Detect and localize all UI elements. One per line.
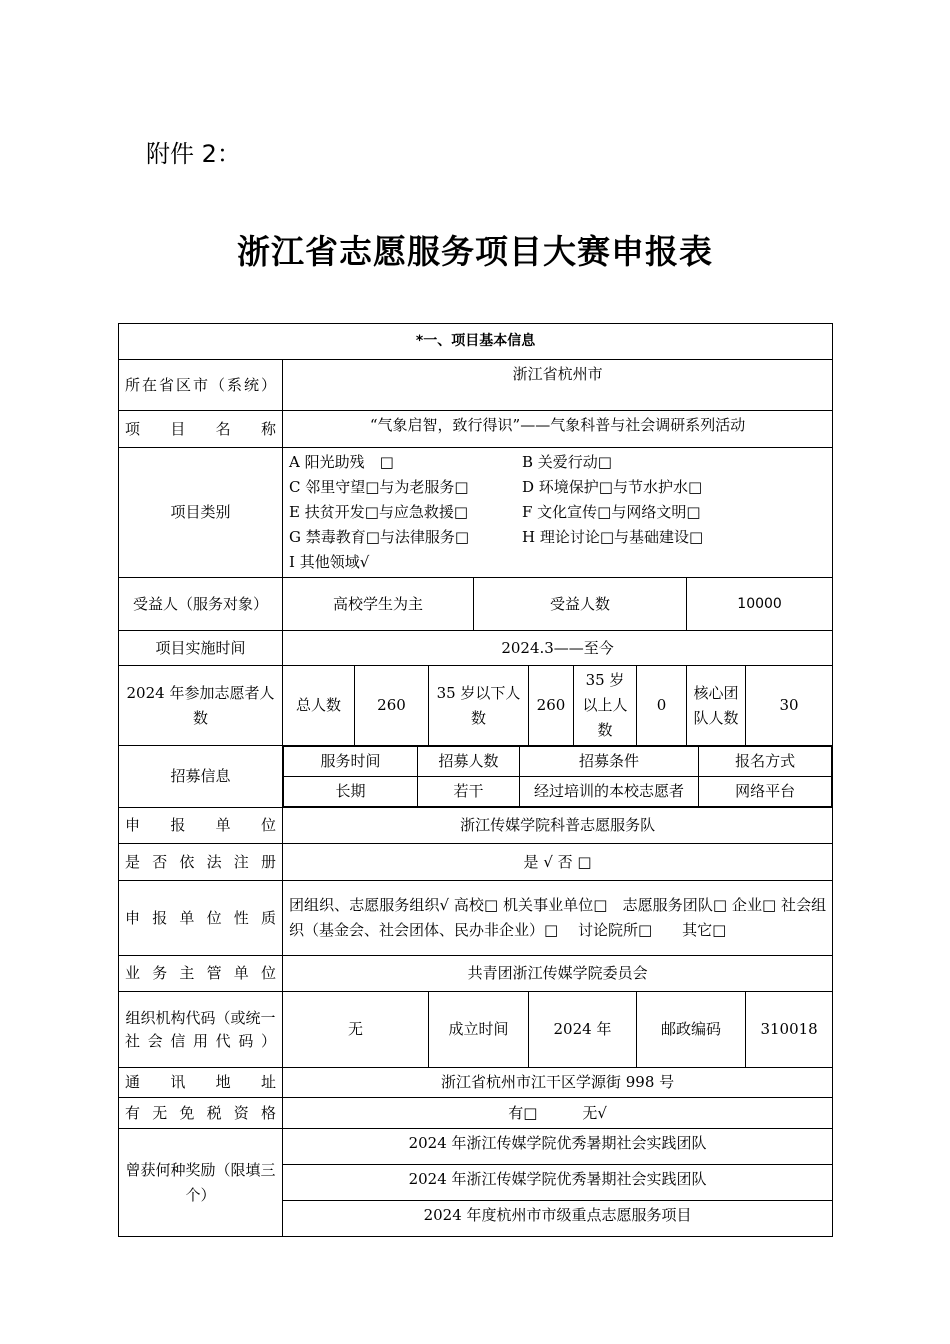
recruit-value: 若干 <box>418 777 520 807</box>
tax-value[interactable]: 有□ 无√ <box>283 1098 833 1129</box>
award-item: 2024 年度杭州市市级重点志愿服务项目 <box>283 1201 833 1237</box>
category-options <box>283 448 833 578</box>
region-row <box>119 360 833 411</box>
beneficiary-count: 10000 <box>687 578 833 631</box>
volunteers-label: 2024 年参加志愿者人数 <box>119 666 283 746</box>
recruit-header: 招募人数 <box>418 747 520 777</box>
applicant-label: 申报单位 <box>119 808 283 844</box>
section-header-row <box>119 324 833 360</box>
recruit-value: 经过培训的本校志愿者 <box>520 777 699 807</box>
category-option[interactable]: D 环境保护□与节水护水□ <box>522 478 703 496</box>
category-option[interactable]: I 其他领域√ <box>289 553 370 571</box>
applicant-row <box>119 808 833 844</box>
beneficiary-count-label: 受益人数 <box>474 578 687 631</box>
category-option[interactable]: E 扶贫开发□与应急救援□ <box>289 503 469 521</box>
category-option[interactable]: A 阳光助残 □ <box>289 453 394 471</box>
supervisor-value: 共青团浙江传媒学院委员会 <box>283 956 833 992</box>
project-name-value: “气象启智，致行得识”——气象科普与社会调研系列活动 <box>283 411 833 448</box>
volunteers-row <box>119 666 833 746</box>
region-value: 浙江省杭州市 <box>283 360 833 411</box>
tax-label: 有无免税资格 <box>119 1098 283 1129</box>
category-option[interactable]: G 禁毒教育□与法律服务□ <box>289 528 470 546</box>
recruit-header: 招募条件 <box>520 747 699 777</box>
beneficiary-row <box>119 578 833 631</box>
beneficiary-label: 受益人（服务对象） <box>119 578 283 631</box>
award-item: 2024 年浙江传媒学院优秀暑期社会实践团队 <box>283 1165 833 1201</box>
volunteers-total-label: 总人数 <box>283 666 355 746</box>
volunteers-over35: 0 <box>637 666 687 746</box>
attachment-label: 附件 2： <box>146 140 241 168</box>
region-label: 所在省区市（系统） <box>119 360 283 411</box>
volunteers-core: 30 <box>746 666 833 746</box>
supervisor-row <box>119 956 833 992</box>
org-code-label: 组织机构代码（或统一社会信用代码） <box>119 992 283 1068</box>
nature-value[interactable]: 团组织、志愿服务组织√ 高校□ 机关事业单位□ 志愿服务团队□ 企业□ 社会组织（基金会、社会团体、民办非企业）□ 讨论院所□ 其它□ <box>283 881 833 956</box>
category-option[interactable]: F 文化宣传□与网络文明□ <box>522 503 701 521</box>
period-label: 项目实施时间 <box>119 631 283 666</box>
address-row <box>119 1068 833 1098</box>
category-option[interactable]: C 邻里守望□与为老服务□ <box>289 478 469 496</box>
category-label: 项目类别 <box>119 448 283 578</box>
volunteers-core-label: 核心团队人数 <box>687 666 746 746</box>
supervisor-label: 业务主管单位 <box>119 956 283 992</box>
category-row <box>119 448 833 578</box>
recruit-table <box>283 746 832 807</box>
registered-value[interactable]: 是 √ 否 □ <box>283 844 833 881</box>
address-label: 通讯地址 <box>119 1068 283 1098</box>
founded-label: 成立时间 <box>429 992 529 1068</box>
volunteers-under35: 260 <box>529 666 574 746</box>
address-value: 浙江省杭州市江干区学源街 998 号 <box>283 1068 833 1098</box>
category-option[interactable]: H 理论讨论□与基础建设□ <box>522 528 704 546</box>
recruit-header: 服务时间 <box>284 747 418 777</box>
volunteers-total: 260 <box>355 666 429 746</box>
org-code-value: 无 <box>283 992 429 1068</box>
registered-label: 是否依法注册 <box>119 844 283 881</box>
recruit-header: 报名方式 <box>699 747 832 777</box>
registered-row <box>119 844 833 881</box>
category-option[interactable]: B 关爱行动□ <box>522 453 612 471</box>
nature-label: 申报单位性质 <box>119 881 283 956</box>
volunteers-over35-label: 35 岁以上人数 <box>574 666 637 746</box>
project-name-row <box>119 411 833 448</box>
postcode-label: 邮政编码 <box>637 992 746 1068</box>
recruit-value: 网络平台 <box>699 777 832 807</box>
recruit-value: 长期 <box>284 777 418 807</box>
period-value: 2024.3——至今 <box>283 631 833 666</box>
form-title: 浙江省志愿服务项目大赛申报表 <box>237 232 713 271</box>
nature-row <box>119 881 833 956</box>
application-form-table <box>118 323 833 1237</box>
org-code-row <box>119 992 833 1068</box>
postcode-value: 310018 <box>746 992 833 1068</box>
beneficiary-value: 高校学生为主 <box>283 578 474 631</box>
awards-row <box>119 1129 833 1165</box>
awards-label: 曾获何种奖励（限填三个） <box>119 1129 283 1237</box>
award-item: 2024 年浙江传媒学院优秀暑期社会实践团队 <box>283 1129 833 1165</box>
recruit-label: 招募信息 <box>119 746 283 808</box>
section-header: *一、项目基本信息 <box>119 324 833 360</box>
tax-row <box>119 1098 833 1129</box>
volunteers-under35-label: 35 岁以下人数 <box>429 666 529 746</box>
founded-value: 2024 年 <box>529 992 637 1068</box>
recruit-row <box>119 746 833 808</box>
project-name-label: 项目名称 <box>119 411 283 448</box>
applicant-value: 浙江传媒学院科普志愿服务队 <box>283 808 833 844</box>
period-row <box>119 631 833 666</box>
